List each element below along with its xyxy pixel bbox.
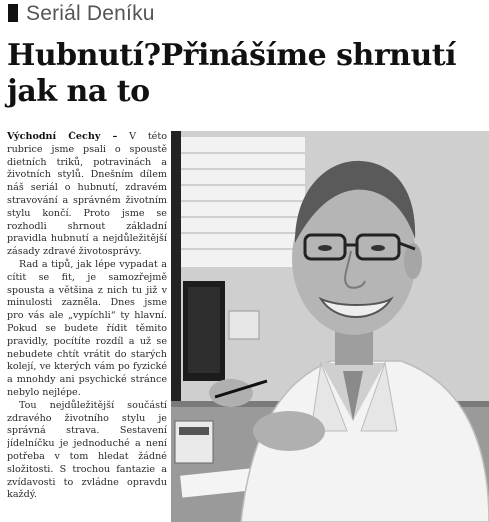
- photo-illustration: [171, 131, 489, 522]
- article-headline: Hubnutí?Přinášíme shrnutí jak na to: [7, 38, 457, 109]
- lead-location-label: Východní Čechy –: [7, 131, 118, 142]
- article-paragraph-3: Tou nejdůležitější součástí zdravého životního stylu je správná strava. Sestavení jídelníčku je jednoduché a není potřeba v tom hledat žádné složitosti. S trochou fantazie a zvídavosti to zvládne opravdu každý.: [7, 399, 167, 501]
- paragraph-1-text: V této rubrice jsme psali o spoustě dietních triků, potravinách a životních stylů. Dnešním dílem náš seriál o hubnutí, zdravém stravování a správném životním stylu končí. Proto jsme se rozhodli shrnout základní pravidla hubnutí a nejdůležitější zásady zdravé životosprávy.: [7, 131, 167, 258]
- section-header: [0, 0, 489, 26]
- article-paragraph-1: [7, 131, 167, 259]
- article-paragraph-2: Rad a tipů, jak lépe vypadat a cítit se fit, je samozřejmě spousta a většina z nich tu již v minulosti zazněla. Dnes jsme pro vás ale „vypíchli“ ty hlavní. Pokud se budete řídit těmito pravidly, pocítíte rozdíl a už se nebudete chtít vrátit do starých kolejí, ve kterých vám po fyzické a mnohdy ani psychické stránce nebylo nejlépe.: [7, 258, 167, 398]
- article-photo: [171, 131, 489, 522]
- section-title: Seriál Deníku: [26, 1, 155, 25]
- article-body: [7, 131, 167, 522]
- section-marker: [8, 4, 18, 22]
